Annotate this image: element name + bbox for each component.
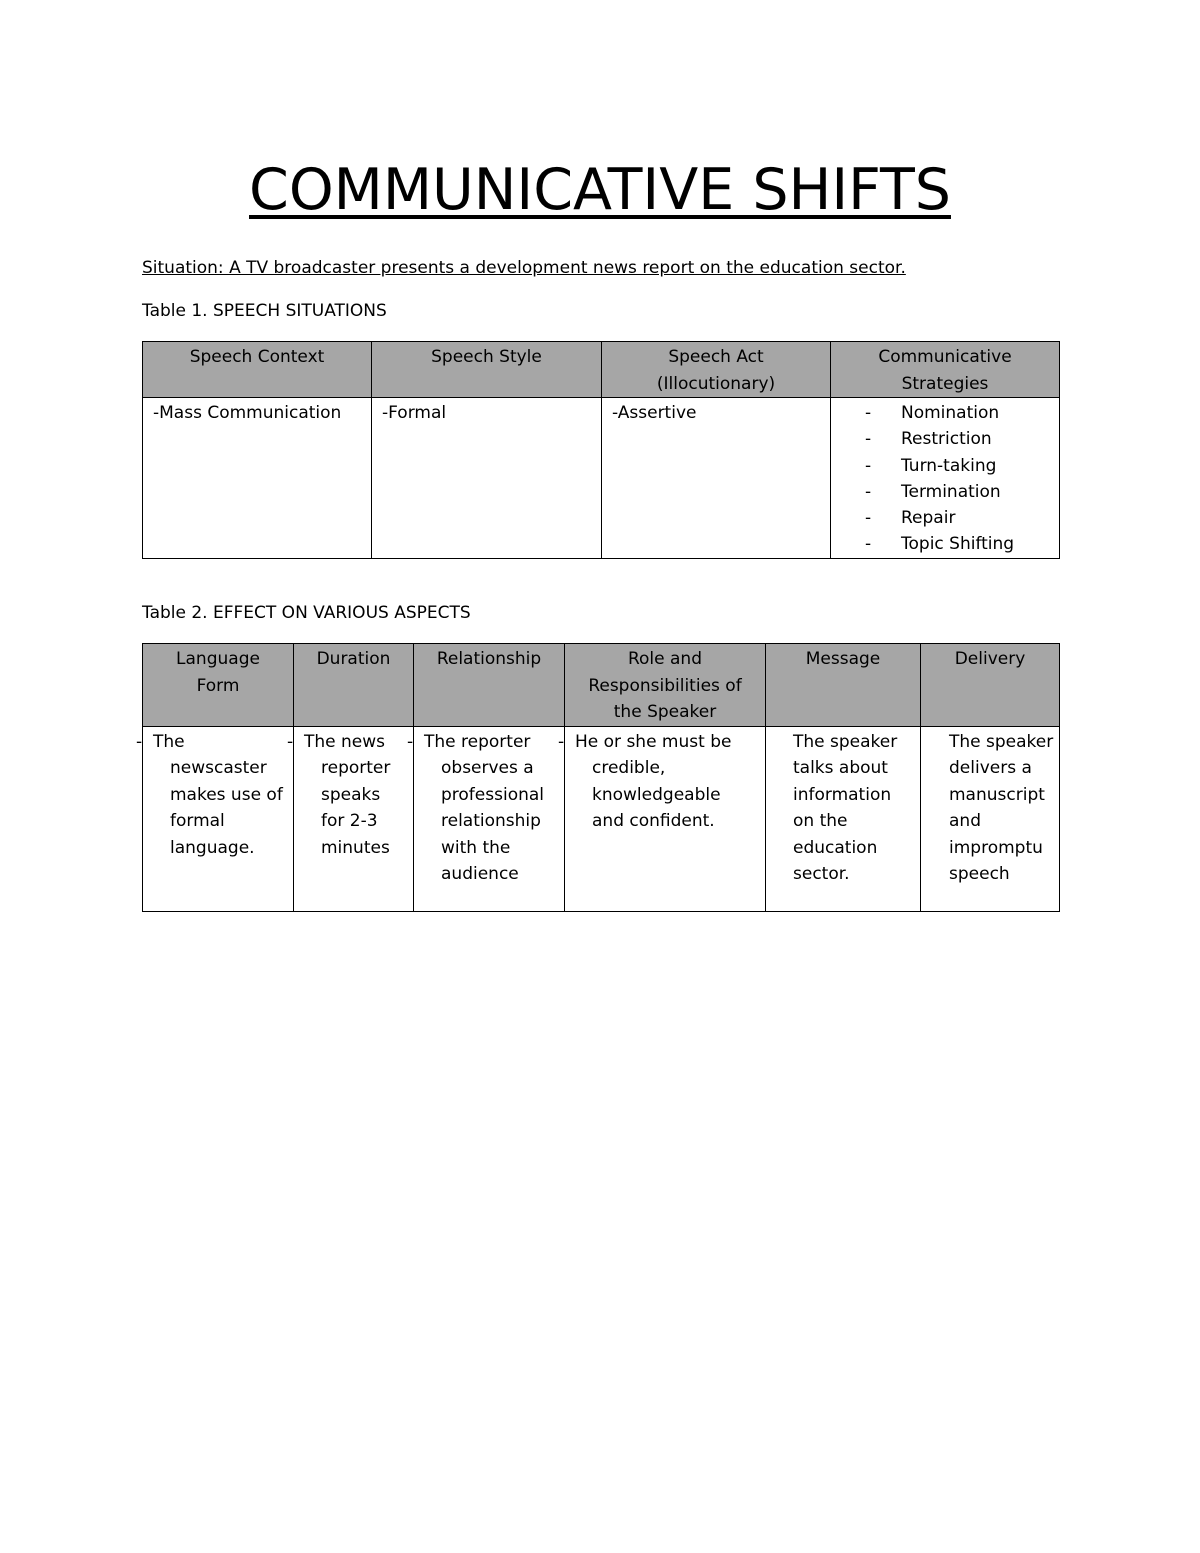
header-speech-act: Speech Act (Illocutionary): [602, 342, 831, 398]
cell-delivery: [921, 726, 1060, 911]
strategy-label: Repair: [901, 508, 956, 529]
dash-bullet: -: [865, 481, 872, 502]
header-speech-context: Speech Context: [143, 342, 372, 398]
table-row: [143, 726, 1060, 911]
header-relationship: Relationship: [414, 644, 565, 727]
strategy-label: Nomination: [901, 403, 1000, 423]
cell-text-first-line: The news: [304, 731, 386, 752]
cell-text: [414, 729, 564, 888]
list-item: [831, 531, 1059, 557]
cell-duration: [287, 726, 414, 911]
dash-bullet: -: [558, 731, 565, 752]
cell-text: The speaker delivers a manuscript and impromptu speech: [949, 731, 1054, 884]
dash-bullet: -: [865, 429, 872, 450]
header-duration: Duration: [294, 644, 414, 727]
list-item: [831, 453, 1059, 479]
page-title: COMMUNICATIVE SHIFTS: [249, 157, 951, 223]
strategy-label: Restriction: [901, 429, 992, 450]
cell-text-rest: observes a professional relationship with the audience: [441, 758, 545, 884]
dash-bullet: -: [407, 731, 414, 752]
cell-text: The speaker talks about information on the education sector.: [793, 731, 898, 884]
header-role-responsibilities: Role and Responsibilities of the Speaker: [565, 644, 766, 727]
dash-bullet: -: [865, 455, 872, 476]
cell-text-rest: credible, knowledgeable and confident.: [592, 758, 721, 831]
cell-strategies: [831, 398, 1060, 559]
header-communicative-strategies: Communicative Strategies: [831, 342, 1060, 398]
cell-role: [558, 726, 766, 911]
dash-bullet: -: [865, 534, 872, 555]
dash-bullet: -: [865, 508, 872, 529]
cell-text-first-line: The: [153, 731, 185, 752]
cell-language-form: [136, 726, 294, 911]
cell-message: [766, 726, 921, 911]
effect-aspects-table: [136, 643, 1060, 912]
cell-speech-context: -Mass Communication: [143, 398, 372, 559]
strategy-label: Turn-taking: [901, 455, 997, 476]
list-item: [831, 479, 1059, 505]
cell-speech-act: -Assertive: [602, 398, 831, 559]
cell-text-first-line: The reporter: [424, 731, 531, 752]
situation-text: Situation: A TV broadcaster presents a development news report on the education sector.: [142, 258, 906, 278]
strategy-list: [831, 400, 1059, 558]
header-language-form: Language Form: [143, 644, 294, 727]
header-delivery: Delivery: [921, 644, 1060, 727]
cell-text: [565, 729, 765, 835]
strategy-label: Termination: [901, 481, 1001, 502]
table-header-row: [143, 342, 1060, 398]
cell-text-rest: newscaster makes use of formal language.: [170, 758, 283, 858]
list-item: [831, 400, 1059, 426]
strategy-label: Topic Shifting: [901, 534, 1015, 555]
list-item: [831, 505, 1059, 531]
list-item: [831, 426, 1059, 452]
cell-text-first-line: He or she must be: [575, 731, 732, 752]
speech-situations-table: [142, 341, 1060, 559]
cell-relationship: [407, 726, 565, 911]
table1-caption: Table 1. SPEECH SITUATIONS: [142, 301, 387, 321]
dash-bullet: -: [136, 731, 143, 752]
table-header-row: [143, 644, 1060, 727]
cell-text: [143, 729, 293, 862]
dash-bullet: -: [865, 403, 872, 423]
cell-text-rest: reporter speaks for 2-3 minutes: [321, 758, 391, 858]
header-speech-style: Speech Style: [372, 342, 602, 398]
header-message: Message: [766, 644, 921, 727]
table2-caption: Table 2. EFFECT ON VARIOUS ASPECTS: [142, 603, 471, 623]
table-row: [143, 398, 1060, 559]
cell-text: [294, 729, 413, 862]
cell-speech-style: -Formal: [372, 398, 602, 559]
dash-bullet: -: [287, 731, 294, 752]
